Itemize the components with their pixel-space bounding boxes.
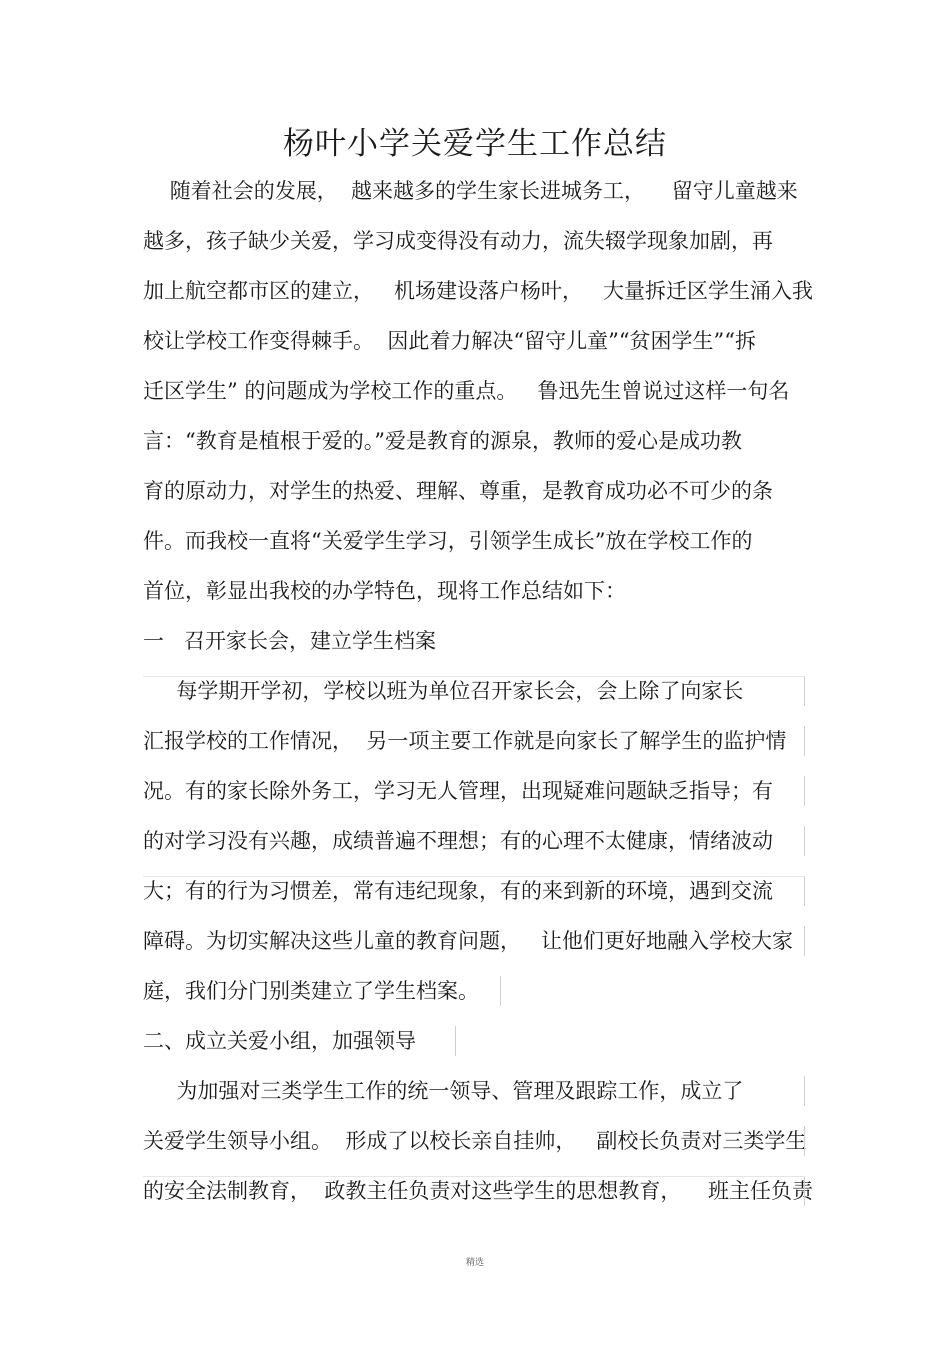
text-line: 汇报学校的工作情况， 另一项主要工作就是向家长了解学生的监护情	[143, 729, 787, 753]
text-line: 的安全法制教育， 政教主任负责对这些学生的思想教育， 班主任负责	[143, 1179, 814, 1203]
scan-divider	[455, 1026, 456, 1056]
scan-divider	[804, 1126, 805, 1156]
text-line: 首位，彰显出我校的办学特色，现将工作总结如下：	[143, 579, 626, 603]
text-line: 庭，我们分门别类建立了学生档案。	[143, 979, 479, 1003]
text-line: 为加强对三类学生工作的统一领导、管理及跟踪工作，成立了	[143, 1079, 744, 1103]
text-line: 每学期开学初，学校以班为单位召开家长会，会上除了向家长	[143, 679, 744, 703]
scan-divider	[804, 826, 805, 856]
section-heading-1: 一 召开家长会，建立学生档案	[143, 629, 437, 653]
scan-divider	[804, 726, 805, 756]
page-footer: 精选	[465, 1258, 484, 1268]
scan-divider	[804, 676, 805, 706]
document-title: 杨叶小学关爱学生工作总结	[283, 126, 667, 162]
text-line: 况。有的家长除外务工，学习无人管理，出现疑难问题缺乏指导；有	[143, 779, 773, 803]
scan-divider	[804, 1076, 805, 1106]
text-line: 件。而我校一直将“关爱学生学习，引领学生成长”放在学校工作的	[143, 529, 753, 553]
section-heading-2: 二、成立关爱小组，加强领导	[143, 1029, 416, 1053]
scan-rule	[143, 876, 805, 877]
text-line: 的对学习没有兴趣，成绩普遍不理想；有的心理不太健康，情绪波动	[143, 829, 773, 853]
text-line: 越多，孩子缺少关爱，学习成变得没有动力，流失辍学现象加剧，再	[143, 229, 773, 253]
scan-rule	[143, 676, 805, 677]
text-line: 育的原动力，对学生的热爱、理解、尊重，是教育成功必不可少的条	[143, 479, 773, 503]
text-line: 关爱学生领导小组。 形成了以校长亲自挂帅， 副校长负责对三类学生	[143, 1129, 807, 1153]
scan-divider	[804, 876, 805, 906]
text-line: 随着社会的发展， 越来越多的学生家长进城务工， 留守儿童越来	[143, 179, 798, 203]
scan-rule	[143, 1176, 805, 1177]
text-line: 大；有的行为习惯差，常有违纪现象，有的来到新的环境，遇到交流	[143, 879, 773, 903]
scan-divider	[804, 1176, 805, 1206]
text-line: 言：“教育是植根于爱的。”爱是教育的源泉，教师的爱心是成功教	[143, 429, 742, 453]
scan-divider	[500, 976, 501, 1006]
text-line: 障碍。为切实解决这些儿童的教育问题， 让他们更好地融入学校大家	[143, 929, 794, 953]
scan-divider	[804, 776, 805, 806]
text-line: 加上航空都市区的建立， 机场建设落户杨叶， 大量拆迁区学生涌入我	[143, 279, 814, 303]
text-line: 校让学校工作变得棘手。 因此着力解决“留守儿童”“贫困学生”“拆	[143, 329, 757, 353]
scan-divider	[804, 926, 805, 956]
text-line: 迁区学生” 的问题成为学校工作的重点。 鲁迅先生曾说过这样一句名	[143, 379, 790, 403]
